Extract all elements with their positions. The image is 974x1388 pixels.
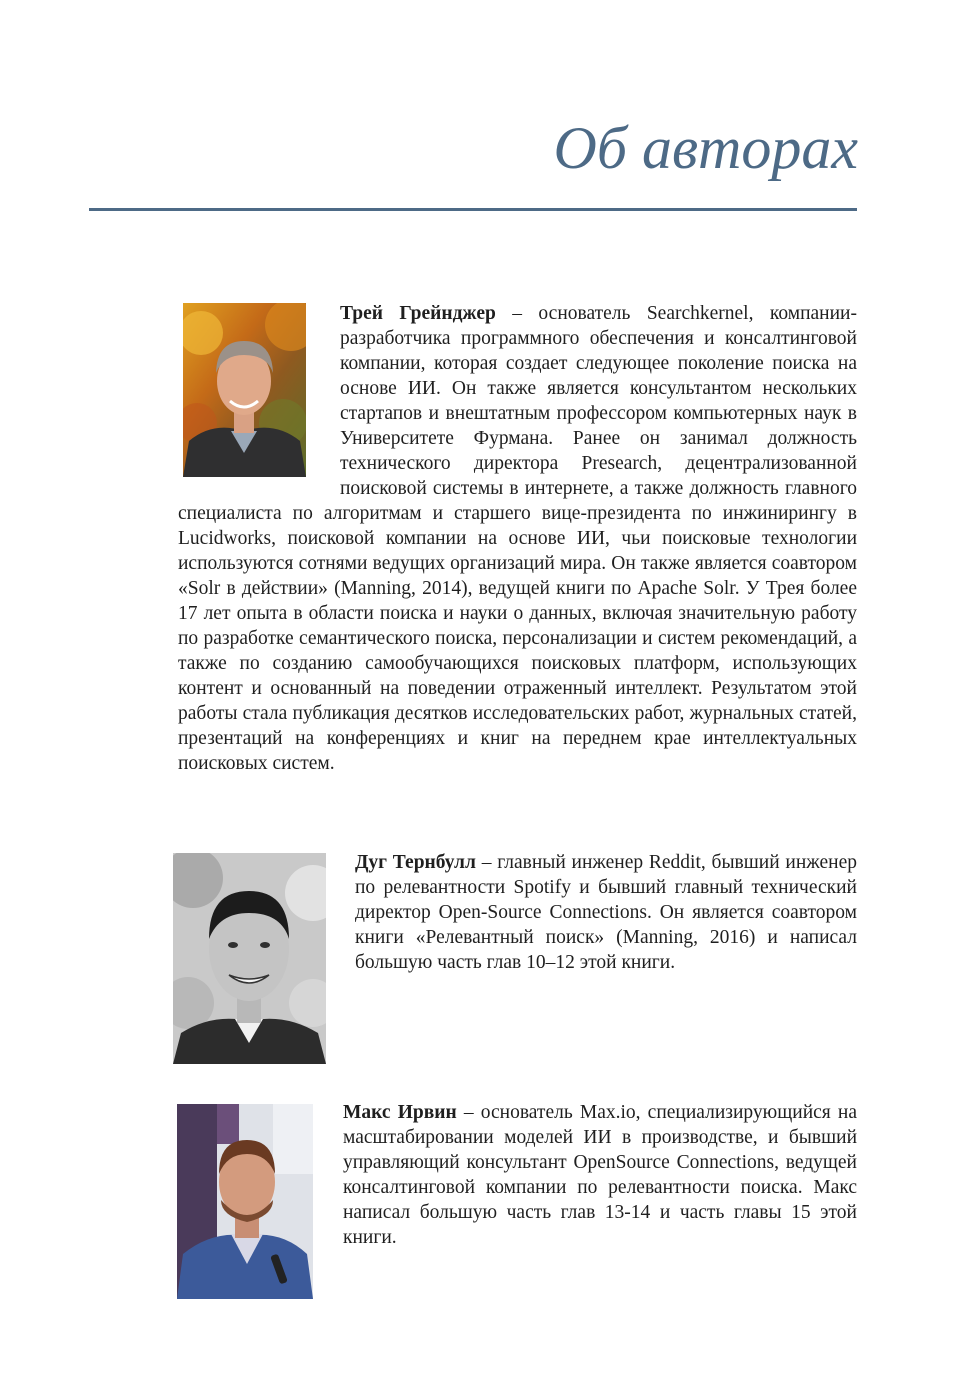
author-name-max-irwin: Макс Ирвин: [343, 1102, 457, 1123]
author-photo-max-irwin: [177, 1104, 313, 1299]
author-entry-doug-turnbull: [173, 850, 857, 1068]
author-photo-trey-grainger: [183, 303, 306, 477]
author-photo-doug-turnbull: [173, 853, 326, 1064]
page-title: Об авторах: [553, 115, 858, 181]
author-bio-max-irwin: – основатель Max.io, специализирующийся на масштабировании моделей ИИ в производстве, и бывший управляющий консультант OpenSource Connections, ведущей консалтинговой компании по релевантности поиска. Макс написал большую часть глав 13-14 и часть главы 15 этой книги.: [343, 1102, 857, 1248]
author-name-trey-grainger: Трей Грейнджер: [340, 303, 496, 324]
author-entry-max-irwin: [177, 1100, 857, 1303]
author-name-doug-turnbull: Дуг Тернбулл: [355, 852, 476, 873]
author-entry-trey-grainger: [178, 301, 857, 776]
title-divider: [89, 208, 857, 211]
author-bio-trey-grainger: – основатель Searchkernel, компании-разработчика программного обеспечения и консалтинговой компании, которая создает следующее поколение поиска на основе ИИ. Он также является консультантом нескольких стартапов и внештатным профессором компьютерных наук в Университете Фурмана. Ранее он занимал должность технического директора Presearch, децентрализованной поисковой системы в интернете, а также должность главного специалиста по алгоритмам и старшего вице-президента по инжинирингу в Lucidworks, поисковой компании на основе ИИ, чьи поисковые технологии используются сотнями ведущих организаций мира. Он также является соавтором «Solr в действии» (Manning, 2014), ведущей книги по Apache Solr. У Трея более 17 лет опыта в области поиска и науки о данных, включая значительную работу по разработке семантического поиска, персонализации и систем рекомендаций, а также по созданию самообучающихся поисковых платформ, использующих контент и основанный на поведении отраженный интеллект. Результатом этой работы стала публикация десятков исследовательских работ, журнальных статей, презентаций на конференциях и книг на переднем крае интеллектуальных поисковых систем.: [178, 303, 857, 774]
author-bio-doug-turnbull: – главный инженер Reddit, бывший инженер по релевантности Spotify и бывший главный технический директор Open-Source Connections. Он является соавтором книги «Релевантный поиск» (Manning, 2016) и написал большую часть глав 10–12 этой книги.: [355, 852, 857, 973]
